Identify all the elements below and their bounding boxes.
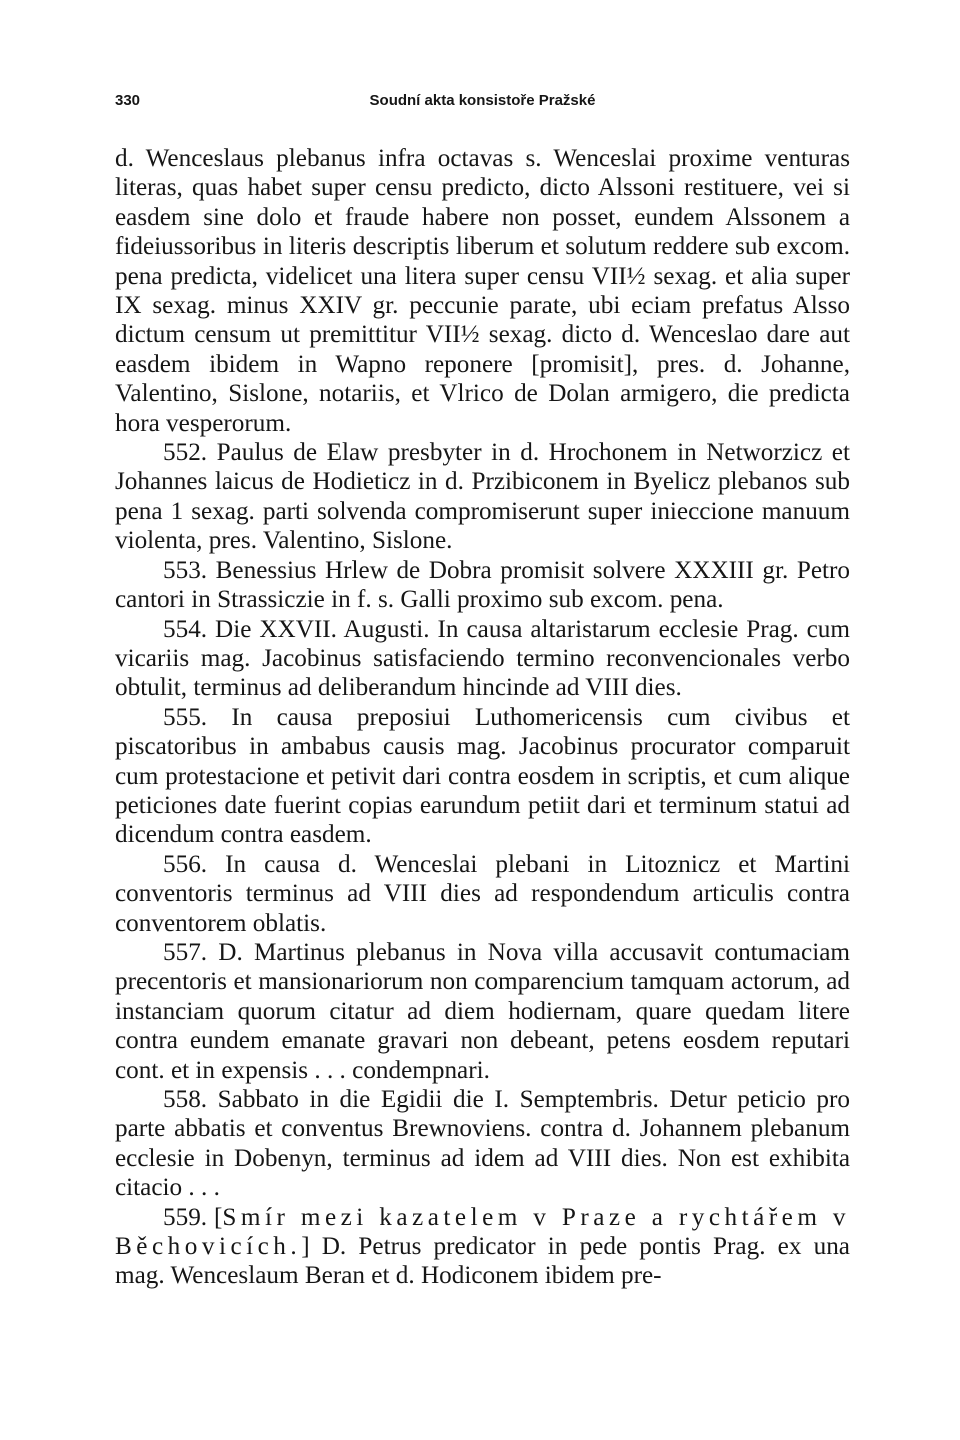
- entry-552: 552. Paulus de Elaw presbyter in d. Hrochonem in Networzicz et Johannes laicus de Hodieticz in d. Przibiconem in Byelicz plebanos sub pena 1 sexag. parti solvenda compromiserunt super inieccione manuum violenta, pres. Valentino, Sislone.: [115, 439, 850, 555]
- page-number: 330: [115, 92, 141, 109]
- running-head: [115, 92, 850, 114]
- running-title: Soudní akta konsistoře Pražské: [369, 92, 596, 109]
- entry-559-heading: Smír mezi kazatelem v Praze a rychtářem v Běchovicích.: [115, 1203, 850, 1261]
- entry-553: 553. Benessius Hrlew de Dobra promisit solvere XXXIII gr. Petro cantori in Strassiczie in f. s. Galli proximo sub excom. pena.: [115, 556, 850, 614]
- entry-559-text: ] D. Petrus predicator in pede pontis Prag. ex una mag. Wenceslaum Beran et d. Hodiconem ibidem pre-: [115, 1233, 850, 1290]
- page: [115, 92, 850, 1291]
- paragraph-continuation: d. Wenceslaus plebanus infra octavas s. Wenceslai proxime venturas literas, quas habet super censu predicto, dicto Alssoni restituere, vei si easdem sine dolo et fraude habere non posset, eundem Alssonem a fideiussoribus in literis descriptis liberum et solutum reddere sub excom. pena predicta, videlicet una litera super censu VII½ sexag. et alia super IX sexag. minus XXIV gr. peccunie parate, ubi eciam prefatus Alsso dictum censum ut premittitur VII½ sexag. dicto d. Wenceslao dare aut easdem ibidem in Wapno reponere [promisit], pres. d. Johanne, Valentino, Sislone, notariis, et Vlrico de Dolan armigero, die predicta hora vesperorum.: [115, 145, 850, 437]
- entry-556: 556. In causa d. Wenceslai plebani in Litoznicz et Martini conventoris terminus ad VIII dies ad respondendum articulis contra conventorem oblatis.: [115, 850, 850, 937]
- entry-554: 554. Die XXVII. Augusti. In causa altaristarum ecclesie Prag. cum vicariis mag. Jacobinus satisfaciendo termino reconvencionales verbo obtulit, terminus ad deliberandum hincinde ad VIII dies.: [115, 615, 850, 702]
- entry-558: 558. Sabbato in die Egidii die I. Semptembris. Detur peticio pro parte abbatis et conventus Brewnoviens. contra d. Johannem plebanum ecclesie in Dobenyn, terminus ad idem ad VIII dies. Non est exhibita citacio . . .: [115, 1086, 850, 1202]
- document-body: [115, 144, 850, 1291]
- entry-559-prefix: 559. [: [163, 1203, 223, 1231]
- entry-559: [115, 1203, 850, 1291]
- entry-555: 555. In causa preposiui Luthomericensis cum civibus et piscatoribus in ambabus causis mag. Jacobinus procurator comparuit cum protestacione et petivit dari contra eosdem in scriptis, et cum alique peticiones date fuerint copias earundum petiit dari et terminum statui ad dicendum contra easdem.: [115, 703, 850, 849]
- entry-557: 557. D. Martinus plebanus in Nova villa accusavit contumaciam precentoris et mansionariorum non comparencium tamquam actorum, ad instanciam quorum citatur ad diem hodiernam, quare quedam litere contra eundem emanate gravari non debeant, petens eosdem reputari cont. et in expensis . . . condempnari.: [115, 938, 850, 1084]
